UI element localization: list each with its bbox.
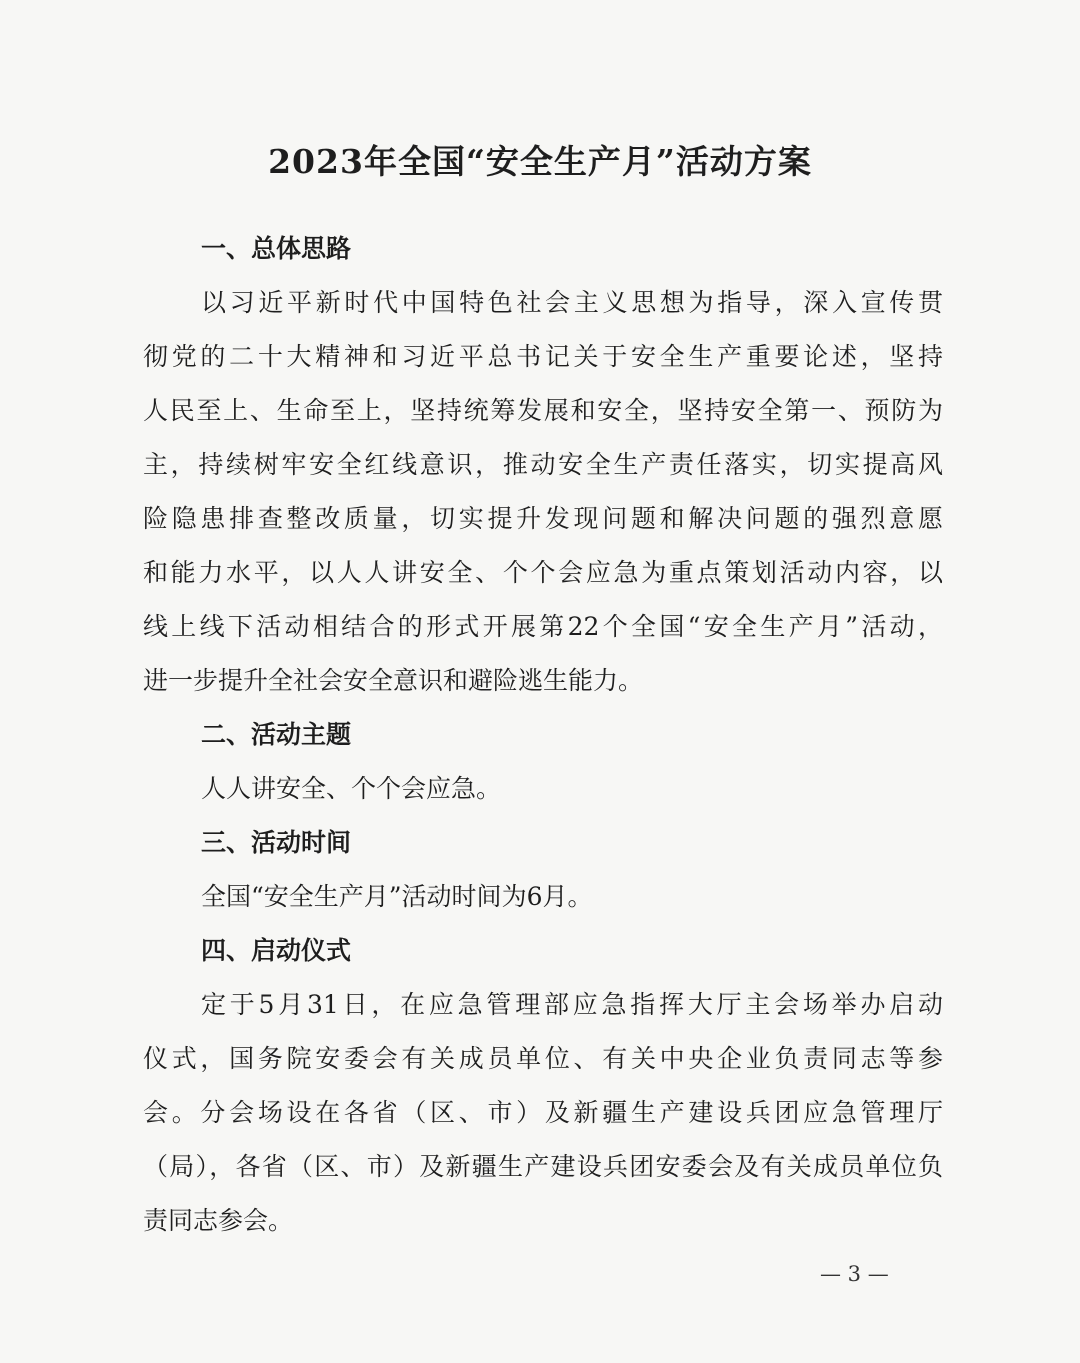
paragraph-line: 彻党的二十大精神和习近平总书记关于安全生产重要论述，坚持 bbox=[143, 342, 943, 371]
document-body bbox=[143, 222, 943, 1248]
section-heading: 四、启动仪式 bbox=[201, 936, 352, 965]
document-title: 2023年全国“安全生产月”活动方案 bbox=[268, 142, 812, 181]
paragraph-line: 主，持续树牢安全红线意识，推动安全生产责任落实，切实提高风 bbox=[143, 450, 943, 479]
paragraph-line: 人民至上、生命至上，坚持统筹发展和安全，坚持安全第一、预防为 bbox=[143, 396, 943, 425]
paragraph-line: （局），各省（区、市）及新疆生产建设兵团安委会及有关成员单位负 bbox=[143, 1152, 943, 1181]
section-heading: 三、活动时间 bbox=[201, 828, 352, 857]
section-heading: 一、总体思路 bbox=[201, 234, 352, 263]
paragraph-line: 进一步提升全社会安全意识和避险逃生能力。 bbox=[143, 666, 644, 695]
paragraph-line: 仪式，国务院安委会有关成员单位、有关中央企业负责同志等参 bbox=[143, 1044, 943, 1073]
paragraph-line: 人人讲安全、个个会应急。 bbox=[201, 774, 502, 803]
paragraph-line: 全国“安全生产月”活动时间为6月。 bbox=[201, 882, 593, 911]
paragraph-line: 线上线下活动相结合的形式开展第22个全国“安全生产月”活动， bbox=[143, 612, 943, 641]
section-activity-time bbox=[143, 816, 943, 924]
paragraph-line: 和能力水平，以人人讲安全、个个会应急为重点策划活动内容，以 bbox=[143, 558, 943, 587]
section-activity-theme bbox=[143, 708, 943, 816]
section-overall-approach bbox=[143, 222, 943, 708]
paragraph-line: 以习近平新时代中国特色社会主义思想为指导，深入宣传贯 bbox=[201, 288, 943, 317]
paragraph-line: 险隐患排查整改质量，切实提升发现问题和解决问题的强烈意愿 bbox=[143, 504, 943, 533]
paragraph-line: 定于5月31日，在应急管理部应急指挥大厅主会场举办启动 bbox=[201, 990, 943, 1019]
section-heading: 二、活动主题 bbox=[201, 720, 352, 749]
page-number: — 3 — bbox=[820, 1262, 889, 1286]
paragraph-line: 责同志参会。 bbox=[143, 1206, 294, 1235]
section-launch-ceremony bbox=[143, 924, 943, 1248]
paragraph-line: 会。分会场设在各省（区、市）及新疆生产建设兵团应急管理厅 bbox=[143, 1098, 943, 1127]
